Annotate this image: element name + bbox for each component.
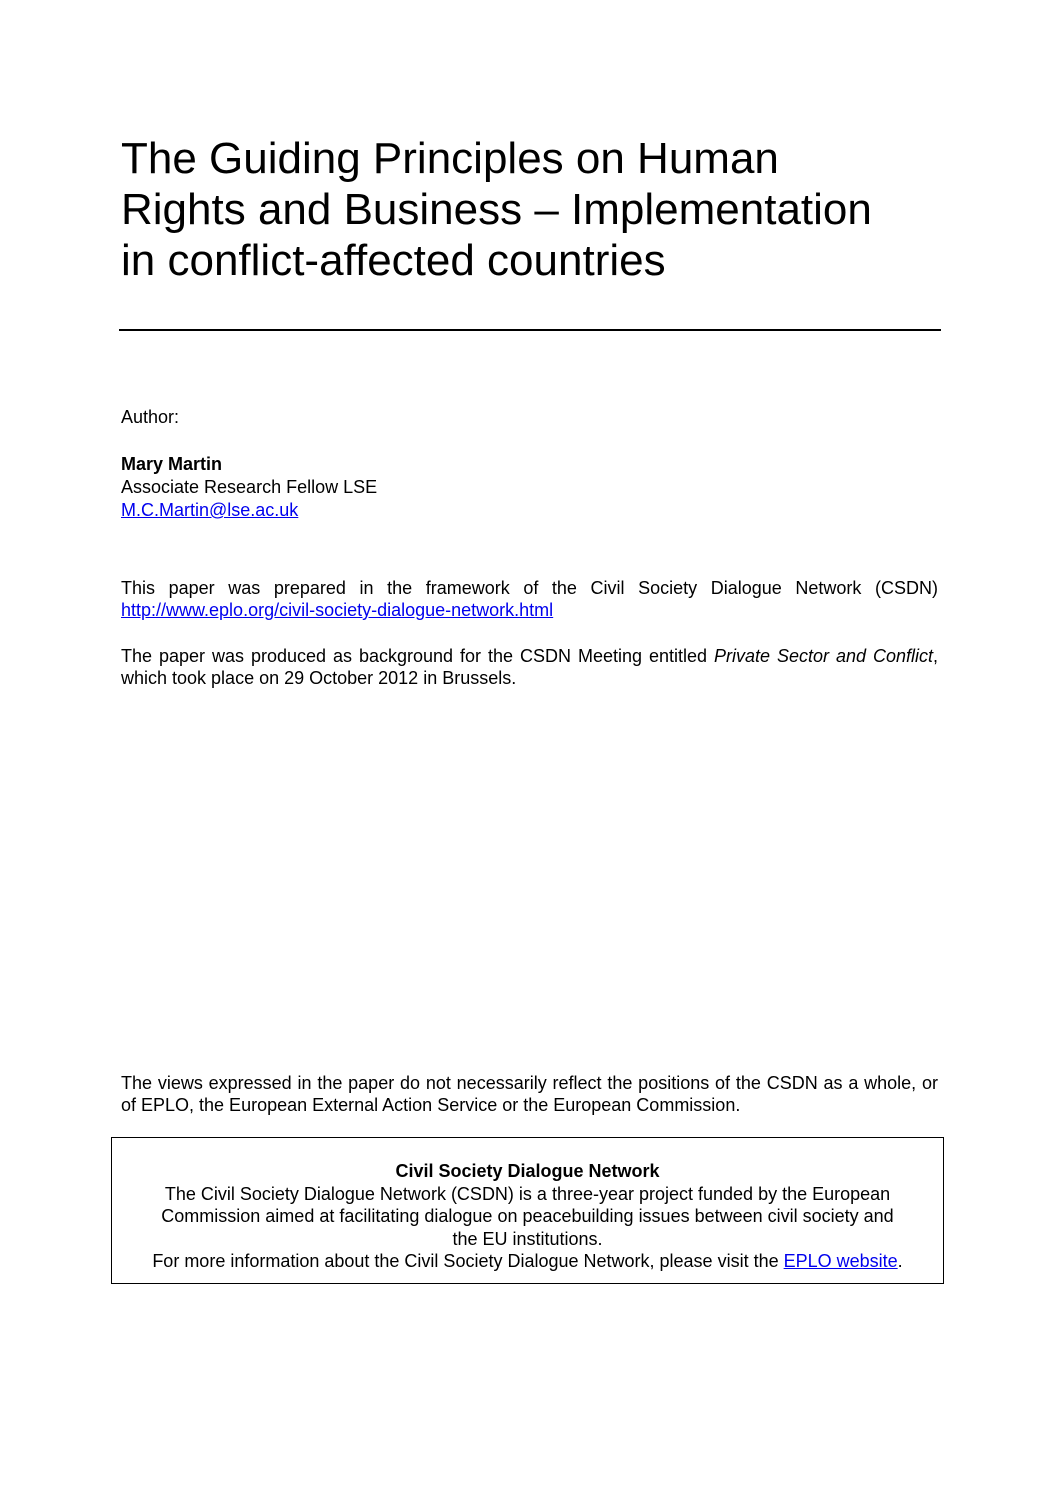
meeting-title: Private Sector and Conflict — [713, 646, 933, 666]
background-prefix: The paper was produced as background for the CSDN Meeting entitled — [121, 646, 714, 666]
framework-text: This paper was prepared in the framework of the Civil Society Dialogue Network (CSDN) — [121, 578, 938, 598]
info-box-more-info — [112, 1250, 943, 1273]
more-info-prefix: For more information about the Civil Society Dialogue Network, please visit the — [152, 1251, 784, 1272]
disclaimer-paragraph: The views expressed in the paper do not necessarily reflect the positions of the CSDN as a whole, or of EPLO, the European External Action Service or the European Commission. — [121, 1073, 938, 1115]
csdn-url-link[interactable]: http://www.eplo.org/civil-society-dialogue-network.html — [121, 600, 554, 620]
title-line-1: The Guiding Principles on Human — [121, 134, 779, 183]
title-line-3: in conflict-affected countries — [121, 236, 666, 285]
info-box-line-1: The Civil Society Dialogue Network (CSDN) is a three-year project funded by the European — [164, 1183, 891, 1204]
info-box-line-2: Commission aimed at facilitating dialogue on peacebuilding issues between civil society and — [161, 1206, 894, 1227]
author-role: Associate Research Fellow LSE — [121, 477, 378, 497]
title-line-2: Rights and Business – Implementation — [121, 185, 872, 234]
csdn-info-box — [111, 1137, 944, 1284]
info-box-heading: Civil Society Dialogue Network — [395, 1161, 660, 1181]
background-suffix: , which took place on 29 October 2012 in Brussels. — [121, 646, 938, 688]
author-name: Mary Martin — [121, 454, 223, 474]
background-paragraph — [121, 645, 938, 689]
author-label: Author: — [121, 407, 180, 427]
author-email-link[interactable]: M.C.Martin@lse.ac.uk — [121, 500, 299, 520]
more-info-suffix: . — [897, 1251, 903, 1272]
info-box-line-3: the EU institutions. — [452, 1228, 603, 1249]
title-divider — [119, 329, 941, 331]
eplo-website-link[interactable]: EPLO website — [783, 1251, 898, 1272]
document-title — [121, 133, 951, 286]
